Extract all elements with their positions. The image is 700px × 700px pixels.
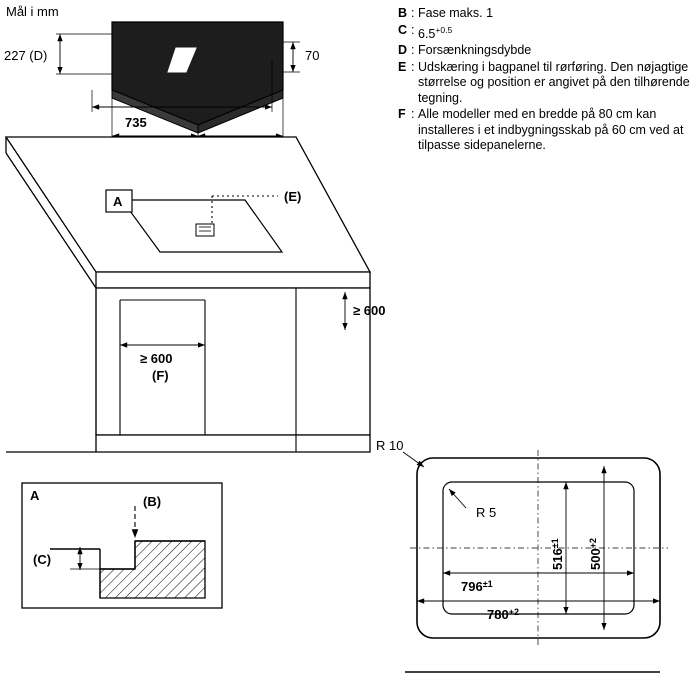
units-note: Mål i mm [6, 4, 59, 19]
dim-label-70: 70 [305, 48, 320, 63]
legend-colon: : [411, 43, 415, 58]
legend-text-d: Forsænkningsdybde [418, 43, 532, 58]
detail-a-title: A [30, 488, 40, 503]
legend-key-e: E [398, 59, 407, 74]
legend-colon: : [411, 59, 415, 74]
detail-a-label-c: (C) [33, 552, 52, 567]
legend-text-e: Udskæring i bagpanel til rørføring. Den nøjagtige størrelse og position er angivet på den tilhørende tegning. [418, 59, 690, 105]
legend-key-b: B [398, 6, 408, 20]
legend-key-f: F [398, 107, 406, 122]
detail-a-label-b: (B) [143, 494, 162, 509]
legend-text-b: Fase maks. 1 [418, 6, 494, 20]
cabinet-perspective-view [6, 137, 370, 452]
dim-height-70 [283, 42, 300, 72]
dim-label-width-600: ≥ 600 [140, 351, 173, 366]
dim-label-735: 735 [125, 115, 147, 130]
label-f: (F) [152, 368, 169, 383]
cutout-plan-view [376, 438, 668, 672]
legend-key-d: D [398, 43, 408, 58]
dim-label-516: $516^{\pm 1}$ [550, 538, 565, 570]
legend-text-c-value: 6.5 [418, 26, 436, 41]
legend-colon: : [411, 6, 415, 20]
dim-depth-227 [56, 34, 112, 74]
legend-colon: : [411, 107, 415, 122]
detail-marker-a-label: A [113, 194, 123, 209]
legend-key-c: C [398, 22, 408, 37]
radius-inner-label: R 5 [476, 505, 497, 520]
legend-text-f: Alle modeller med en bredde på 80 cm kan installeres i et indbygningsskab på 60 cm ved at tilpasse sidepanelerne. [418, 107, 684, 153]
dim-label-depth-600: ≥ 600 [353, 303, 386, 318]
radius-outer-label: R 10 [376, 438, 404, 453]
dim-label-227-d: 227 (D) [4, 48, 48, 63]
legend-colon: : [411, 22, 415, 37]
dim-label-796: $796^{\pm 1}$ [461, 579, 493, 594]
detail-a-view [22, 483, 222, 608]
dim-label-780: $780^{+2}$ [487, 607, 519, 622]
legend-text-c-tolerance: +0.5 [435, 24, 453, 35]
label-e: (E) [284, 189, 302, 204]
dim-label-500: $500^{+2}$ [588, 538, 603, 570]
